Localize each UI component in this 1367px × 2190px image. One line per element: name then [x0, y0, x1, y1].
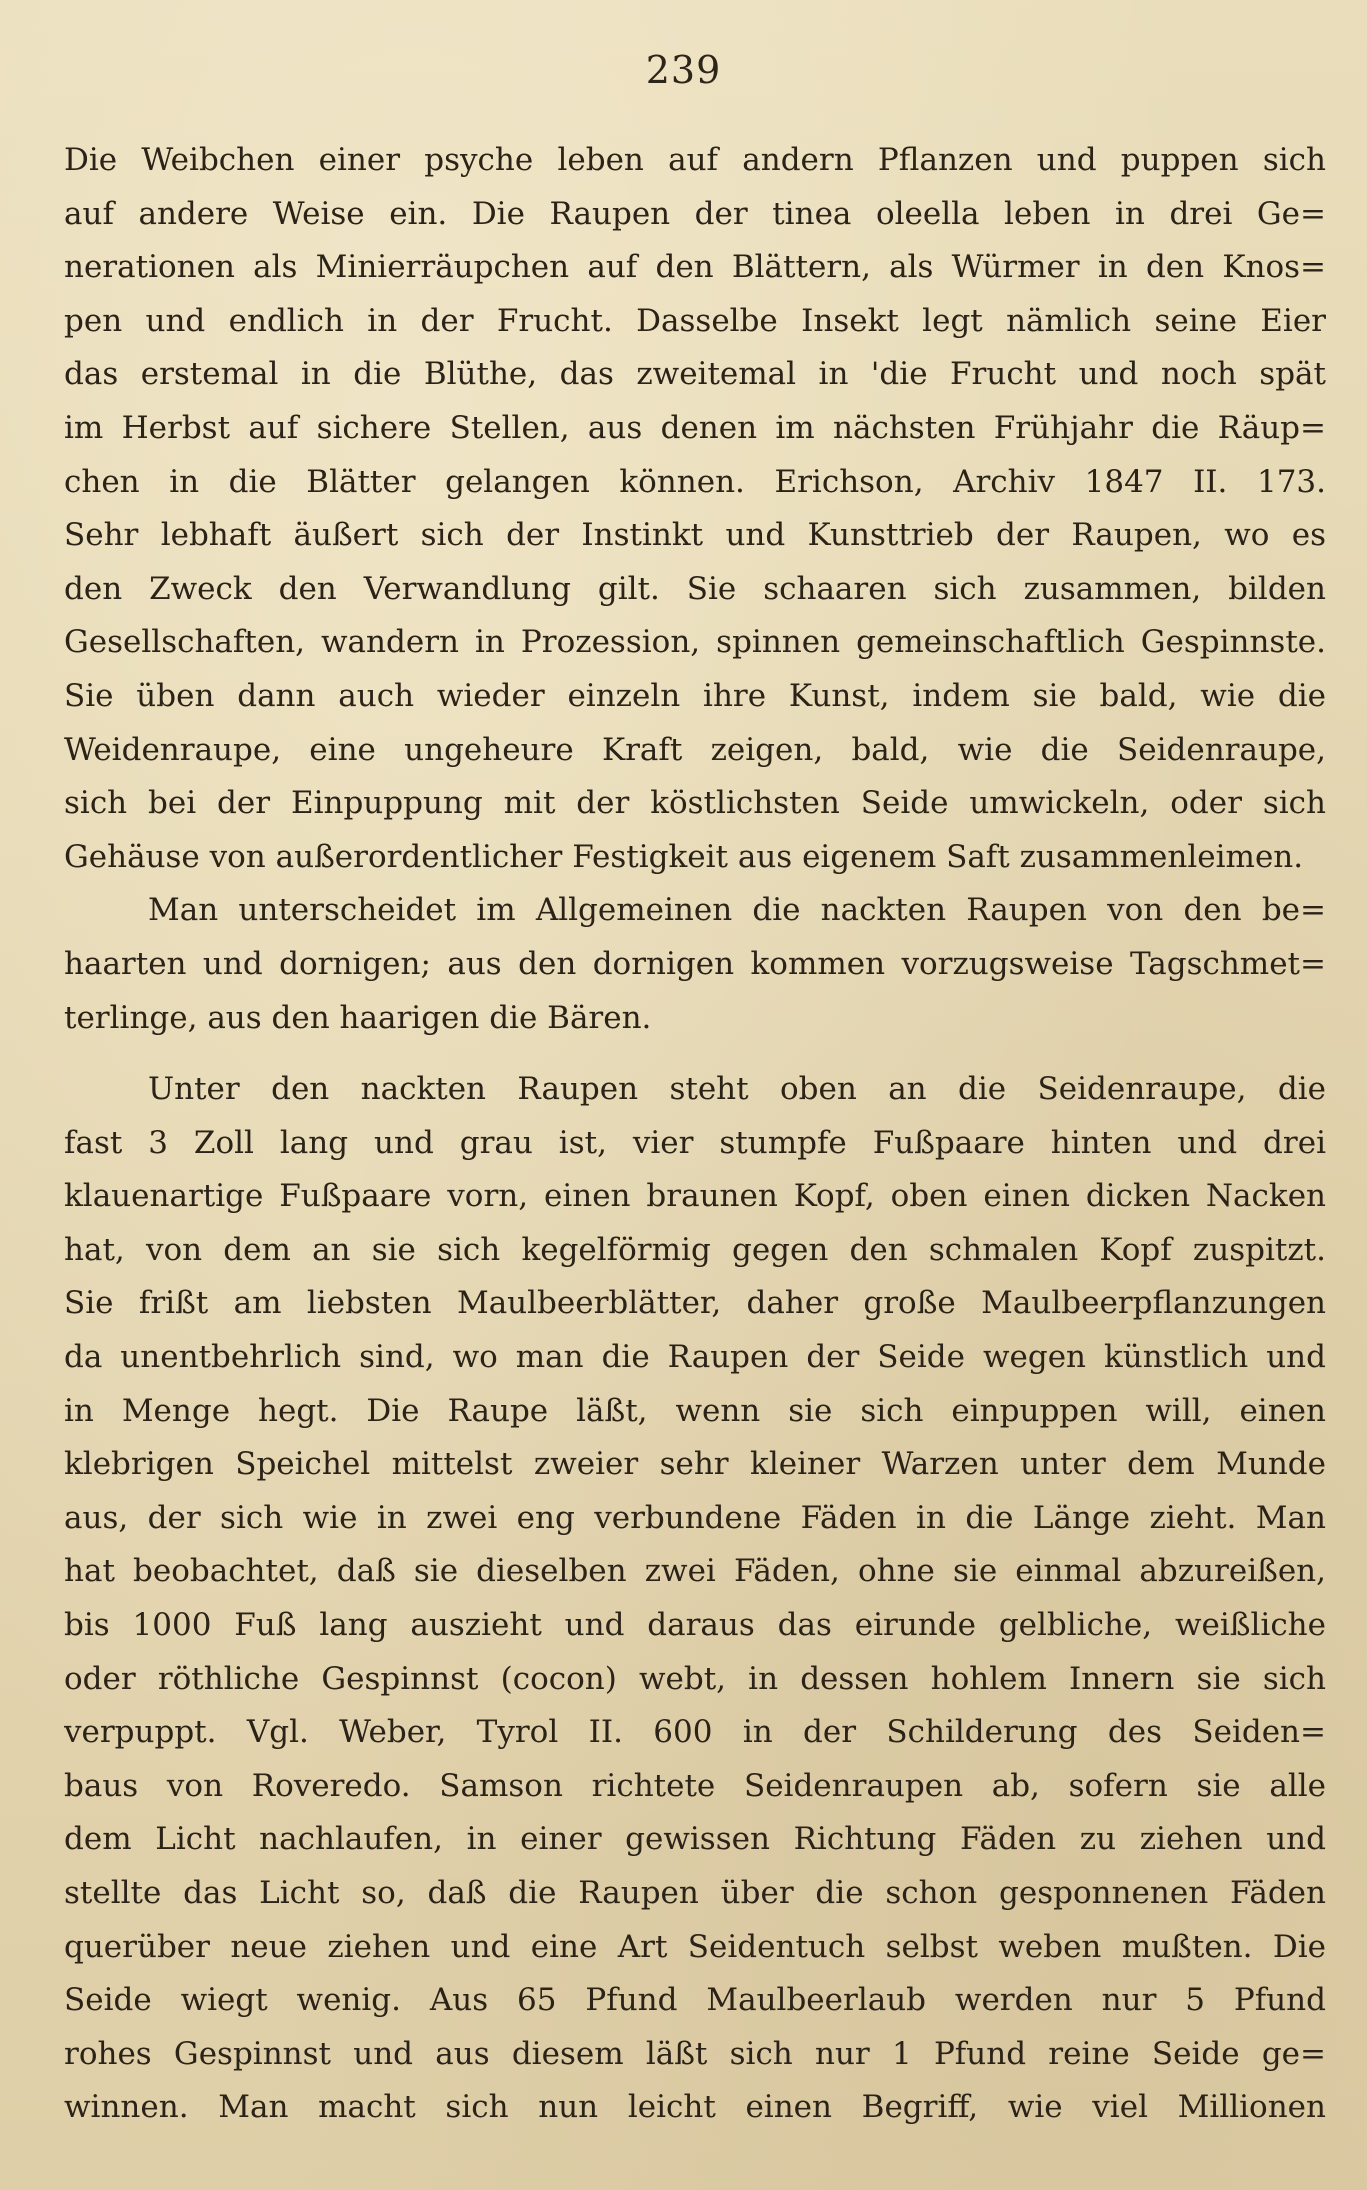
text-line: sich bei der Einpuppung mit der köstlichsten Seide umwickeln, oder sich [64, 785, 1326, 822]
text-line: den Zweck den Verwandlung gilt. Sie schaaren sich zusammen, bilden [64, 570, 1326, 607]
text-line: oder röthliche Gespinnst (cocon) webt, in dessen hohlem Innern sie sich [64, 1660, 1326, 1697]
text-line: hat beobachtet, daß sie dieselben zwei Fäden, ohne sie einmal abzureißen, [64, 1553, 1326, 1590]
text-line: in Menge hegt. Die Raupe läßt, wenn sie sich einpuppen will, einen [64, 1392, 1326, 1429]
text-line: fast 3 Zoll lang und grau ist, vier stumpfe Fußpaare hinten und drei [64, 1124, 1326, 1161]
text-line: das erstemal in die Blüthe, das zweitemal in 'die Frucht und noch spät [64, 356, 1326, 393]
text-line: bis 1000 Fuß lang auszieht und daraus das eirunde gelbliche, weißliche [64, 1607, 1326, 1644]
text-line: Weidenraupe, eine ungeheure Kraft zeigen, bald, wie die Seidenraupe, [64, 731, 1326, 768]
text-line: rohes Gespinnst und aus diesem läßt sich nur 1 Pfund reine Seide ge= [64, 2035, 1326, 2072]
text-line: im Herbst auf sichere Stellen, aus denen im nächsten Frühjahr die Räup= [64, 409, 1326, 446]
text-line: haarten und dornigen; aus den dornigen kommen vorzugsweise Tagschmet= [64, 945, 1326, 982]
text-line: Sie üben dann auch wieder einzeln ihre Kunst, indem sie bald, wie die [64, 677, 1326, 714]
text-line: querüber neue ziehen und eine Art Seidentuch selbst weben mußten. Die [64, 1928, 1326, 1965]
paragraph-2 [64, 884, 1326, 1045]
text-line: terlinge, aus den haarigen die Bären. [64, 999, 652, 1036]
paragraph-3 [64, 1063, 1326, 2135]
text-line: nerationen als Minierräupchen auf den Blättern, als Würmer in den Knos= [64, 249, 1326, 286]
text-line: stellte das Licht so, daß die Raupen über die schon gesponnenen Fäden [64, 1875, 1326, 1911]
text-line: chen in die Blätter gelangen können. Erichson, Archiv 1847 II. 173. [64, 463, 1326, 500]
text-line: Gesellschaften, wandern in Prozession, spinnen gemeinschaftlich Gespinnste. [64, 624, 1326, 661]
text-line: aus, der sich wie in zwei eng verbundene Fäden in die Länge zieht. Man [64, 1499, 1326, 1536]
text-line: klauenartige Fußpaare vorn, einen braunen Kopf, oben einen dicken Nacken [64, 1178, 1326, 1215]
text-line: pen und endlich in der Frucht. Dasselbe Insekt legt nämlich seine Eier [64, 302, 1326, 339]
text-line: Gehäuse von außerordentlicher Festigkeit aus eigenem Saft zusammenleimen. [64, 838, 1304, 875]
text-line: dem Licht nachlaufen, in einer gewissen Richtung Fäden zu ziehen und [64, 1821, 1326, 1858]
paragraph-1 [64, 134, 1326, 884]
text-line: winnen. Man macht sich nun leicht einen Begriff, wie viel Millionen [64, 2089, 1326, 2126]
text-line: Unter den nackten Raupen steht oben an die Seidenraupe, die [148, 1071, 1326, 1108]
text-line: Sie frißt am liebsten Maulbeerblätter, daher große Maulbeerpflanzungen [64, 1285, 1326, 1322]
body-text [64, 134, 1326, 2135]
text-line: auf andere Weise ein. Die Raupen der tinea oleella leben in drei Ge= [64, 195, 1326, 232]
page-number: 239 [645, 48, 722, 92]
text-line: hat, von dem an sie sich kegelförmig gegen den schmalen Kopf zuspitzt. [64, 1231, 1326, 1268]
text-line: klebrigen Speichel mittelst zweier sehr kleiner Warzen unter dem Munde [64, 1446, 1326, 1483]
text-line: Die Weibchen einer psyche leben auf andern Pflanzen und puppen sich [64, 142, 1326, 178]
text-line: verpuppt. Vgl. Weber, Tyrol II. 600 in der Schilderung des Seiden= [64, 1714, 1326, 1751]
text-line: Man unterscheidet im Allgemeinen die nackten Raupen von den be= [148, 892, 1326, 929]
text-line: baus von Roveredo. Samson richtete Seidenraupen ab, sofern sie alle [64, 1767, 1326, 1804]
text-line: Seide wiegt wenig. Aus 65 Pfund Maulbeerlaub werden nur 5 Pfund [64, 1982, 1326, 2019]
text-line: Sehr lebhaft äußert sich der Instinkt und Kunsttrieb der Raupen, wo es [64, 517, 1326, 554]
text-line: da unentbehrlich sind, wo man die Raupen der Seide wegen künstlich und [64, 1339, 1326, 1376]
